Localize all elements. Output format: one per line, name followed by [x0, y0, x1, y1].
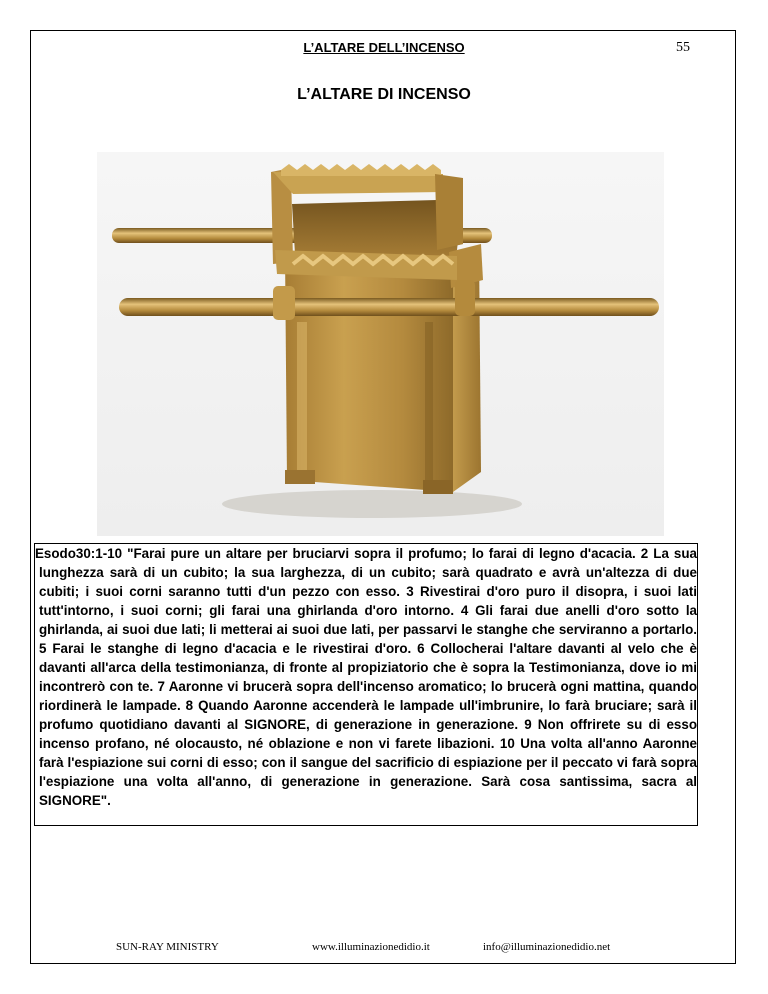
scripture-text: "Farai pure un altare per bruciarvi sopra il profumo; lo farai di legno d'acacia. 2 La sua lunghezza sarà di un cubito; la sua larghezza, di un cubito; sarà quadrato e avrà un'altezza di due cubiti; i suoi corni saranno tutti d'un pezzo con esso. 3 Rivestirai d'oro puro il disopra, i suoi lati tutt'intorno, i suoi corni; gli farai una ghirlanda d'oro intorno. 4 Gli farai due anelli d'oro sotto la ghirlanda, ai suoi due lati; li metterai ai suoi due lati, per passarvi le stanghe che serviranno a portarlo. 5 Farai le stanghe di legno d'acacia e le rivestirai d'oro. 6 Collocherai l'altare davanti al velo che è davanti all'arca della testimonianza, di fronte al propiziatorio che è sopra la Testimonianza, dove io mi incontrerò con te. 7 Aaronne vi brucerà sopra dell'incenso aromatico; lo brucerà ogni mattina, quando riordinerà le lampade. 8 Quando Aaronne accenderà le lampade ull'imbrunire, lo farà bruciare; sarà il profumo quotidiano davanti al SIGNORE, di generazione in generazione. 9 Non offrirete su di esso incenso profano, né olocausto, né oblazione e non vi farete libazioni. 10 Una volta all'anno Aaronne farà l'espiazione sui corni di esso; con il sangue del sacrificio di espiazione per il peccato vi farà sopra l'espiazione una volta all'anno, di generazione in generazione. Sarà cosa santissima, sacra al SIGNORE".	[39, 546, 697, 808]
running-header-title: L’ALTARE DELL’INCENSO	[303, 40, 465, 55]
page-footer	[0, 941, 768, 957]
page-title: L’ALTARE DI INCENSO	[297, 86, 471, 103]
page-number: 55	[676, 40, 690, 55]
scripture-reference: Esodo30:1-10	[35, 546, 123, 561]
footer-ministry: SUN-RAY MINISTRY	[116, 941, 219, 953]
footer-email[interactable]: info@illuminazionedidio.net	[483, 941, 611, 953]
altar-photo	[97, 152, 664, 536]
footer-website[interactable]: www.illuminazionedidio.it	[312, 941, 430, 953]
scripture-passage	[34, 543, 698, 826]
